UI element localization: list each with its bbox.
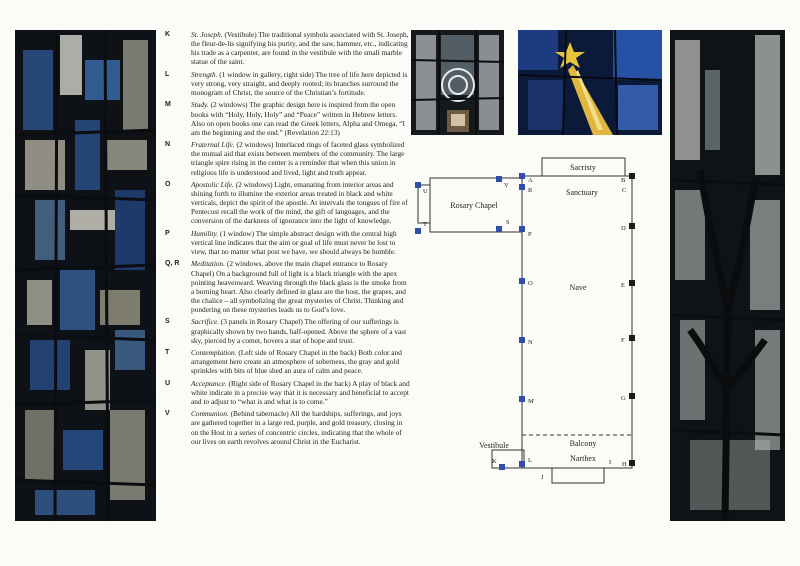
legend-title: Acceptance.: [191, 378, 227, 388]
label-narthex: Narthex: [570, 454, 596, 463]
legend-description: [191, 317, 410, 344]
marker-j-label: J: [541, 474, 544, 481]
legend-entry: [165, 140, 410, 177]
marker-s-label: S: [506, 219, 510, 226]
label-nave: Nave: [569, 283, 587, 292]
marker-c-label: C: [622, 187, 627, 194]
marker-g-label: G: [621, 395, 626, 402]
legend-text: (Vestibule) The traditional symbols associated with St. Joseph, the fleur-de-lis signifying his purity, and the saw, hammer, etc., indicating his trade as a carpenter, are found in the vestibule with the small marble statue of the saint.: [191, 30, 409, 67]
floor-plan: [410, 150, 670, 500]
entry-outline: [552, 468, 604, 483]
legend-entry: [165, 259, 410, 314]
marker-l-label: L: [528, 457, 532, 464]
label-rosary-chapel: Rosary Chapel: [450, 201, 498, 210]
legend-entry: [165, 229, 410, 256]
stained-glass-image: [670, 30, 785, 521]
legend-key: O: [165, 180, 171, 188]
label-sanctuary: Sanctuary: [566, 188, 598, 197]
legend-text: (1 window in gallery, right side) The tree of life here depicted is very strong, very straight, and deeply rooted; its branches surround the monogram of Christ, the source of the Christian’s fortitude.: [191, 69, 408, 98]
marker-m-square: [519, 396, 525, 402]
marker-u-square: [415, 182, 421, 188]
legend-key: M: [165, 101, 171, 109]
marker-l-square: [519, 461, 525, 467]
marker-b-square: [629, 173, 635, 179]
marker-b-label: B: [621, 177, 626, 184]
legend-key: P: [165, 229, 170, 237]
legend-description: [191, 409, 410, 446]
stained-glass-image: [411, 30, 504, 135]
legend-description: [191, 180, 410, 226]
marker-v-label: V: [504, 182, 509, 189]
legend-key: S: [165, 318, 170, 326]
marker-f-label: F: [621, 337, 625, 344]
nave-outline: [522, 176, 632, 468]
legend-text: (2 windows) Interlaced rings of faceted glass symbolized the mutual aid that exists between members of the community. The large triangle spire rising in the center is a reminder that when this union in religious life is understood and lived, light and truth appear.: [191, 140, 405, 177]
legend-description: [191, 229, 410, 256]
legend-text: (Right side of Rosary Chapel in the back) A play of black and white indicate in a precise way that it is necessary and beneficial to accept and to adjust to “what is and what is to come.”: [191, 378, 410, 406]
legend-key: Q, R: [165, 260, 180, 268]
marker-o-label: O: [528, 280, 533, 287]
legend-key: K: [165, 31, 171, 38]
legend-text: (Behind tabernacle) All the hardships, sufferings, and joys are gathered together in a large red, purple, and gold treasury, closing in on the Host in a series of concentric circles, indicating that the whole of our lives on earth revolves around Christ in the Eucharist.: [191, 409, 403, 446]
marker-m-label: M: [528, 398, 534, 405]
legend-entry: [165, 409, 410, 446]
legend-title: Sacrifice.: [191, 317, 219, 327]
marker-u-label: U: [423, 188, 428, 195]
marker-d-label: D: [621, 225, 626, 232]
legend-text: (3 panels in Rosary Chapel) The offering of our sufferings is graphically shown by two hands, half-opened. Above the sphere of a vast sky, pierced by a comet, hovers a star of hope and trust.: [191, 317, 407, 345]
legend-title: Strength.: [191, 69, 218, 79]
legend-description: [191, 259, 410, 314]
stained-glass-photo-top-left: [411, 30, 504, 135]
legend-title: Contemplation.: [191, 348, 237, 357]
legend-key: V: [165, 410, 170, 418]
marker-t-label: T: [423, 221, 427, 228]
legend-text: (2 windows) The graphic design here is inspired from the open books with “Holy, Holy, Holy” and “Peace” written in Hebrew letters. Also on open books one can read the Greek letters, Alpha and Omega, “I am the beginning and the end.” (Revelation 22:13): [191, 100, 405, 137]
stained-glass-photo-left: [15, 30, 156, 521]
legend-text: (2 windows, above the main chapel entrance to Rosary Chapel) On a background full of light is a black triangle with the apex pointing heavenward. Weaving through the black glass is the smoke from a burning heart. Also clearly defined in glass are the host, the grapes, and the chalice – all symbolizing the great mysteries of Christ. Thinking and pondering on these mysteries leads us to God’s love.: [191, 259, 407, 315]
legend-description: [191, 379, 410, 406]
marker-f-square: [629, 335, 635, 341]
legend-description: [191, 140, 410, 177]
legend-title: Communion.: [191, 409, 229, 419]
legend-title: Humility.: [191, 228, 219, 238]
legend-description: [191, 70, 410, 97]
marker-a-label: A: [528, 177, 533, 184]
stained-glass-photo-right: [670, 30, 785, 521]
marker-a-square: [519, 173, 525, 179]
legend-text: (1 window) The simple abstract design with the central high vertical line indicates that the aim or goal of life must never be lost to view, that no matter what post we have, we should always be humble.: [191, 228, 397, 257]
legend-title: Study.: [191, 100, 209, 110]
marker-s-square: [496, 226, 502, 232]
legend-key: T: [165, 349, 170, 356]
legend-text: (2 windows) Light, emanating from interior areas and shining forth to illumine the exterior areas treated in black and white verticals, depict the spirit of the apostle. At intervals the tongues of fire of Pentecost recall the work of the mind, the gift of languages, and the conversion of the darkness of ignorance into the light of knowledge.: [191, 179, 408, 226]
legend-entry: [165, 180, 410, 226]
window-markers: [415, 173, 635, 470]
marker-o-square: [519, 278, 525, 284]
legend-entry: [165, 30, 410, 67]
marker-q-square: [519, 226, 525, 232]
marker-h-label: H: [622, 461, 627, 468]
label-vestibule: Vestibule: [479, 441, 509, 450]
legend-description: [191, 30, 410, 67]
marker-k-label: K: [492, 458, 497, 465]
marker-p-label: P: [528, 231, 532, 238]
marker-e-label: E: [621, 282, 625, 289]
stained-glass-photo-top-right: [518, 30, 662, 135]
legend-description: [191, 348, 410, 375]
legend-entry: [165, 317, 410, 344]
marker-t-square: [415, 228, 421, 234]
legend-key: L: [165, 70, 170, 78]
window-legend: [165, 30, 410, 449]
marker-r-label: R: [528, 187, 533, 194]
stained-glass-image: [518, 30, 662, 135]
marker-g-square: [629, 393, 635, 399]
marker-n-square: [519, 337, 525, 343]
legend-title: Meditation.: [191, 259, 226, 269]
legend-entry: [165, 379, 410, 406]
label-balcony: Balcony: [569, 439, 597, 448]
marker-i-label: I: [609, 459, 612, 466]
legend-description: [191, 100, 410, 137]
legend-title: Fraternal Life.: [191, 140, 235, 150]
legend-entry: [165, 348, 410, 375]
marker-e-square: [629, 280, 635, 286]
legend-key: U: [165, 379, 171, 387]
marker-r-square: [519, 184, 525, 190]
marker-v-square: [496, 176, 502, 182]
marker-n-label: N: [528, 339, 533, 346]
stained-glass-image: [15, 30, 156, 521]
legend-text: (Left side of Rosary Chapel in the back) Both color and arrangement here create an atmosphere of soberness, the gray and gold sprinkles with bits of blue shed an aura of calm and peace.: [191, 348, 402, 376]
legend-title: Apostolic Life.: [191, 179, 234, 189]
legend-entry: [165, 100, 410, 137]
marker-d-square: [629, 223, 635, 229]
marker-k-square: [499, 464, 505, 470]
legend-key: N: [165, 141, 171, 149]
legend-title: St. Joseph.: [191, 30, 223, 39]
legend-entry: [165, 70, 410, 97]
marker-h-square: [629, 460, 635, 466]
label-sacristy: Sacristy: [570, 163, 596, 172]
